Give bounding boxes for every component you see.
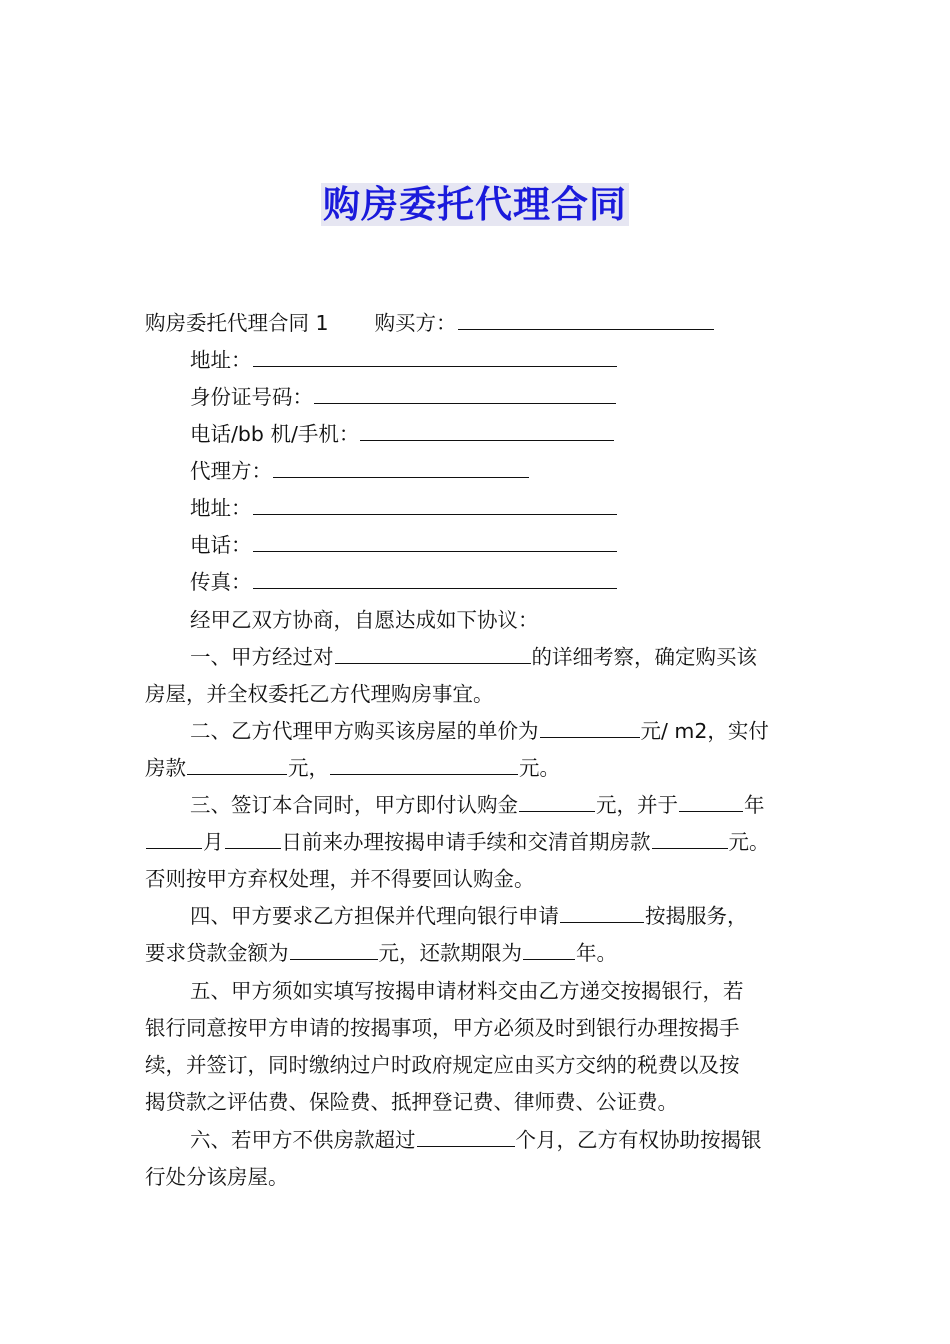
agent-address-line bbox=[190, 494, 618, 522]
loan-term-blank[interactable] bbox=[523, 939, 575, 960]
agent-line bbox=[190, 457, 530, 485]
buyer-phone-label: 电话/bb 机/手机： bbox=[190, 422, 360, 446]
month-blank[interactable] bbox=[146, 828, 202, 849]
header-line bbox=[145, 309, 715, 337]
document-title bbox=[0, 174, 950, 228]
contract-heading: 购房委托代理合同 1 bbox=[145, 311, 329, 335]
clause4-text-b: 按揭服务， bbox=[645, 904, 748, 928]
buyer-id-line bbox=[190, 383, 617, 411]
clause1-line1 bbox=[190, 643, 757, 671]
clause5-line4 bbox=[145, 1088, 678, 1116]
clause6-line1 bbox=[190, 1126, 762, 1154]
buyer-label: 购买方： bbox=[374, 311, 457, 335]
buyer-address-label: 地址： bbox=[190, 348, 252, 372]
bank-blank[interactable] bbox=[560, 902, 644, 923]
clause5-line1 bbox=[190, 977, 744, 1005]
buyer-address-line bbox=[190, 346, 618, 374]
clause5-text-2: 银行同意按甲方申请的按揭事项，甲方必须及时到银行办理按揭手 bbox=[145, 1016, 740, 1040]
months-overdue-blank[interactable] bbox=[417, 1126, 515, 1147]
buyer-phone-blank[interactable] bbox=[360, 420, 614, 441]
clause1-text-a: 一、甲方经过对 bbox=[190, 645, 334, 669]
down-payment-blank[interactable] bbox=[652, 828, 728, 849]
clause5-line3 bbox=[145, 1051, 740, 1079]
agent-fax-label: 传真： bbox=[190, 570, 252, 594]
clause3-text-e: 日前来办理按揭申请手续和交清首期房款 bbox=[281, 830, 651, 854]
clause2-line1 bbox=[190, 717, 769, 745]
clause3-text-a: 三、签订本合同时，甲方即付认购金 bbox=[190, 793, 518, 817]
intro-line bbox=[190, 606, 539, 634]
payment-blank[interactable] bbox=[187, 754, 287, 775]
day-blank[interactable] bbox=[225, 828, 281, 849]
agent-phone-line bbox=[190, 531, 618, 559]
clause2-text-c: 房款 bbox=[145, 756, 186, 780]
clause5-text-3: 续，并签订，同时缴纳过户时政府规定应由买方交纳的税费以及按 bbox=[145, 1053, 740, 1077]
year-blank[interactable] bbox=[679, 791, 743, 812]
deposit-blank[interactable] bbox=[519, 791, 595, 812]
clause4-line2 bbox=[145, 939, 617, 967]
clause3-text-f: 元。 bbox=[728, 830, 770, 854]
clause2-text-d: 元， bbox=[288, 756, 329, 780]
clause6-text-a: 六、若甲方不供房款超过 bbox=[190, 1128, 416, 1152]
agent-fax-line bbox=[190, 568, 618, 596]
clause3-text-g: 否则按甲方弃权处理，并不得要回认购金。 bbox=[145, 867, 535, 891]
clause3-text-c: 年 bbox=[744, 793, 765, 817]
buyer-blank[interactable] bbox=[458, 309, 714, 330]
clause4-line1 bbox=[190, 902, 748, 930]
clause2-line2 bbox=[145, 754, 560, 782]
clause2-text-e: 元。 bbox=[519, 756, 560, 780]
agent-phone-blank[interactable] bbox=[253, 531, 617, 552]
unit-price-blank[interactable] bbox=[540, 717, 640, 738]
clause1-line2 bbox=[145, 680, 494, 708]
agent-address-label: 地址： bbox=[190, 496, 252, 520]
clause3-text-b: 元，并于 bbox=[596, 793, 678, 817]
clause3-line2 bbox=[145, 828, 770, 856]
agent-fax-blank[interactable] bbox=[253, 568, 617, 589]
clause4-text-c: 要求贷款金额为 bbox=[145, 941, 289, 965]
agent-phone-label: 电话： bbox=[190, 533, 252, 557]
loan-amount-blank[interactable] bbox=[290, 939, 378, 960]
clause6-text-b: 个月，乙方有权协助按揭银 bbox=[515, 1128, 762, 1152]
agent-label: 代理方： bbox=[190, 459, 272, 483]
document-title-text: 购房委托代理合同 bbox=[323, 183, 627, 226]
buyer-id-label: 身份证号码： bbox=[190, 385, 313, 409]
clause4-text-e: 年。 bbox=[576, 941, 617, 965]
clause6-text-c: 行处分该房屋。 bbox=[145, 1165, 289, 1189]
clause3-line3 bbox=[145, 865, 535, 893]
clause4-text-a: 四、甲方要求乙方担保并代理向银行申请 bbox=[190, 904, 559, 928]
agent-blank[interactable] bbox=[273, 457, 529, 478]
agent-address-blank[interactable] bbox=[253, 494, 617, 515]
intro-text: 经甲乙双方协商，自愿达成如下协议： bbox=[190, 608, 539, 632]
clause1-text-b: 的详细考察，确定购买该 bbox=[531, 645, 757, 669]
clause1-blank[interactable] bbox=[335, 643, 531, 664]
clause3-text-d: 月 bbox=[203, 830, 224, 854]
clause5-text-1: 五、甲方须如实填写按揭申请材料交由乙方递交按揭银行，若 bbox=[190, 979, 744, 1003]
buyer-phone-line bbox=[190, 420, 615, 448]
payment-words-blank[interactable] bbox=[330, 754, 518, 775]
clause5-line2 bbox=[145, 1014, 740, 1042]
clause1-text-c: 房屋，并全权委托乙方代理购房事宜。 bbox=[145, 682, 494, 706]
buyer-address-blank[interactable] bbox=[253, 346, 617, 367]
clause3-line1 bbox=[190, 791, 765, 819]
clause6-line2 bbox=[145, 1163, 289, 1191]
clause2-text-a: 二、乙方代理甲方购买该房屋的单价为 bbox=[190, 719, 539, 743]
clause5-text-4: 揭贷款之评估费、保险费、抵押登记费、律师费、公证费。 bbox=[145, 1090, 678, 1114]
clause2-text-b: 元/ m2，实付 bbox=[640, 719, 769, 743]
clause4-text-d: 元，还款期限为 bbox=[378, 941, 522, 965]
buyer-id-blank[interactable] bbox=[314, 383, 616, 404]
